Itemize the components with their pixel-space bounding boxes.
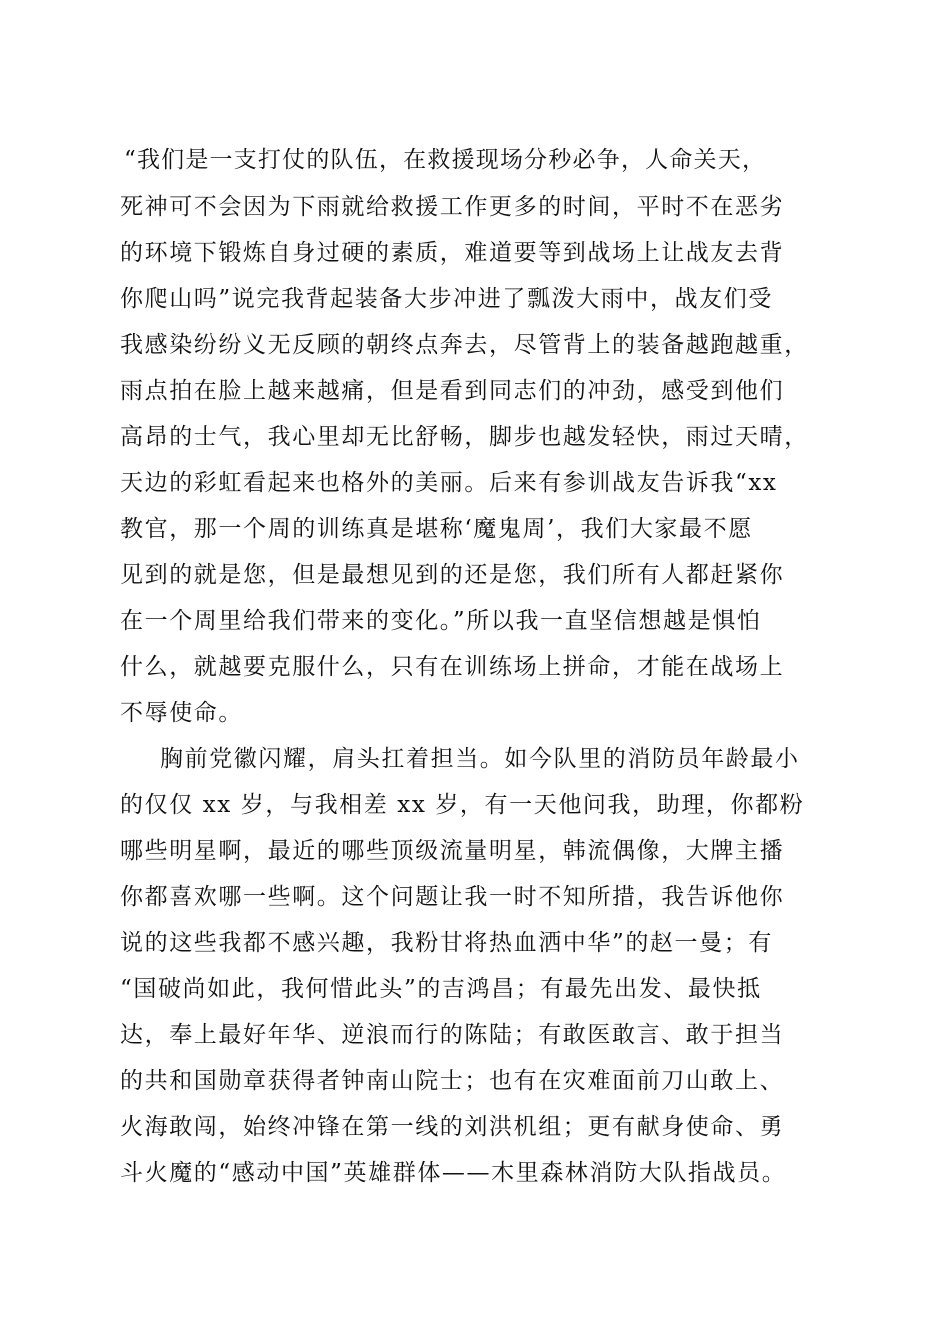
- text-line: 的共和国勋章获得者钟南山院士；也有在灾难面前刀山敢上、: [120, 1068, 785, 1094]
- text-line: 不辱使命。: [120, 700, 243, 726]
- text-line: 教官，那一个周的训练真是堪称‘魔鬼周’，我们大家最不愿: [120, 516, 753, 542]
- text-line: 你都喜欢哪一些啊。这个问题让我一时不知所措，我告诉他你: [120, 884, 785, 910]
- text-line: 达，奉上最好年华、逆浪而行的陈陆；有敢医敢言、敢于担当: [120, 1022, 785, 1048]
- text-line: 天边的彩虹看起来也格外的美丽。后来有参训战友告诉我“xx: [120, 470, 778, 496]
- text-line: 斗火魔的“感动中国”英雄群体——木里森林消防大队指战员。: [120, 1160, 787, 1186]
- text-line: 见到的就是您，但是最想见到的还是您，我们所有人都赶紧你: [120, 562, 785, 588]
- text-line: 你爬山吗”说完我背起装备大步冲进了瓢泼大雨中，战友们受: [120, 286, 773, 312]
- text-line: 的环境下锻炼自身过硬的素质，难道要等到战场上让战友去背: [120, 240, 785, 266]
- text-line: 说的这些我都不感兴趣，我粉甘将热血洒中华”的赵一曼；有: [120, 930, 773, 956]
- text-line: 雨点拍在脸上越来越痛，但是看到同志们的冲劲，感受到他们: [120, 378, 785, 404]
- text-line: 火海敢闯，始终冲锋在第一线的刘洪机组；更有献身使命、勇: [120, 1114, 785, 1140]
- text-line: 在一个周里给我们带来的变化。”所以我一直坚信想越是惧怕: [120, 608, 762, 634]
- text-line: 我感染纷纷义无反顾的朝终点奔去，尽管背上的装备越跑越重，: [120, 332, 809, 358]
- text-line: 什么，就越要克服什么，只有在训练场上拼命，才能在战场上: [120, 654, 785, 680]
- text-line: 死神可不会因为下雨就给救援工作更多的时间，平时不在恶劣: [120, 194, 785, 220]
- text-line: 高昂的士气，我心里却无比舒畅，脚步也越发轻快，雨过天晴，: [120, 424, 809, 450]
- text-line: 哪些明星啊，最近的哪些顶级流量明星，韩流偶像，大牌主播: [120, 838, 785, 864]
- text-line: “国破尚如此，我何惜此头”的吉鸿昌；有最先出发、最快抵: [120, 976, 762, 1002]
- text-line: “我们是一支打仗的队伍，在救援现场分秒必争，人命关天，: [124, 147, 767, 173]
- text-line: 胸前党徽闪耀，肩头扛着担当。如今队里的消防员年龄最小: [160, 746, 800, 772]
- text-line: 的仅仅 xx 岁，与我相差 xx 岁，有一天他问我，助理，你都粉: [120, 792, 805, 818]
